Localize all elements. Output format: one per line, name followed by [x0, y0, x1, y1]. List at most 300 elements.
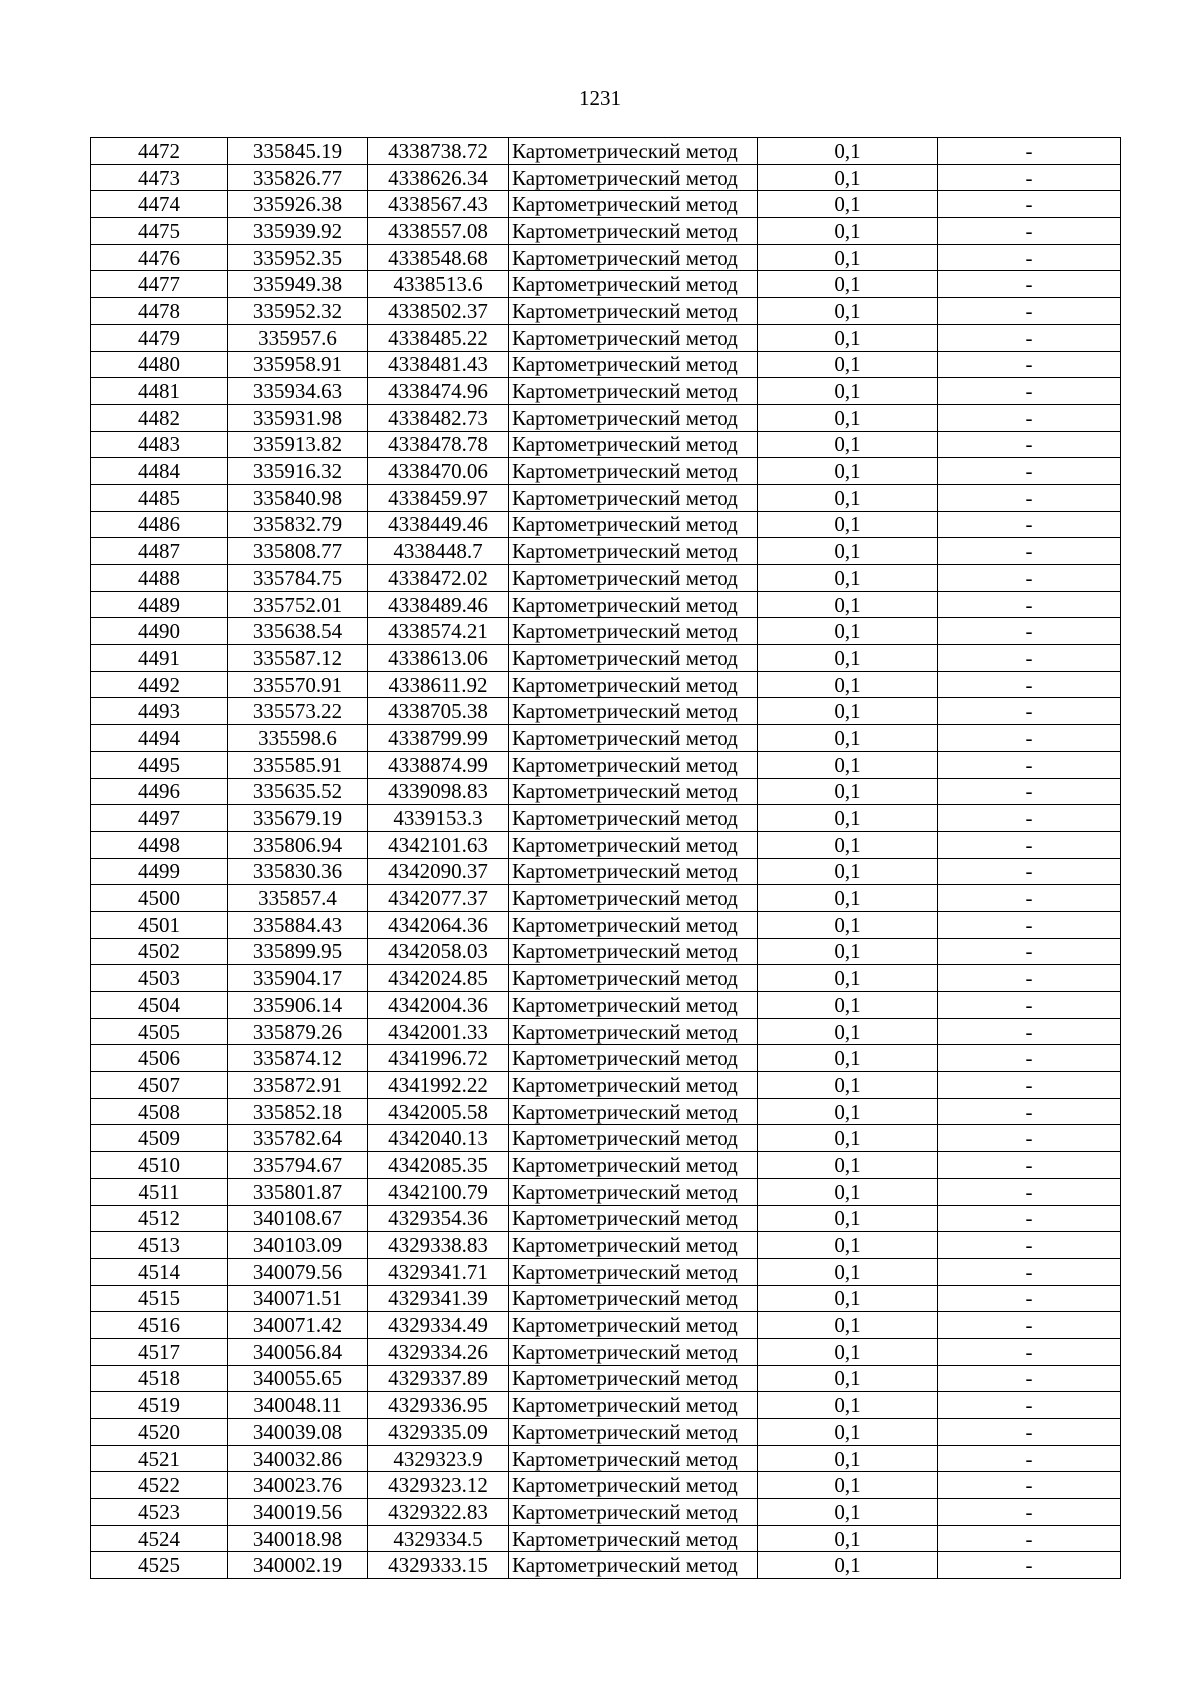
x-coordinate-cell: 340018.98 — [228, 1525, 368, 1552]
point-number-cell: 4505 — [91, 1018, 228, 1045]
accuracy-cell: 0,1 — [758, 671, 938, 698]
x-coordinate-cell: 340055.65 — [228, 1365, 368, 1392]
note-cell: - — [938, 191, 1121, 218]
method-cell: Картометрический метод — [509, 404, 758, 431]
y-coordinate-cell: 4341996.72 — [368, 1045, 509, 1072]
x-coordinate-cell: 335926.38 — [228, 191, 368, 218]
table-row — [91, 1419, 1121, 1446]
x-coordinate-cell: 335934.63 — [228, 378, 368, 405]
accuracy-cell: 0,1 — [758, 1258, 938, 1285]
x-coordinate-cell: 335840.98 — [228, 484, 368, 511]
method-cell: Картометрический метод — [509, 324, 758, 351]
page-number: 1231 — [579, 86, 621, 110]
x-coordinate-cell: 335573.22 — [228, 698, 368, 725]
accuracy-cell: 0,1 — [758, 1445, 938, 1472]
y-coordinate-cell: 4338574.21 — [368, 618, 509, 645]
point-number-cell: 4480 — [91, 351, 228, 378]
table-row — [91, 1499, 1121, 1526]
table-row — [91, 244, 1121, 271]
note-cell: - — [938, 164, 1121, 191]
y-coordinate-cell: 4338799.99 — [368, 725, 509, 752]
y-coordinate-cell: 4329338.83 — [368, 1232, 509, 1259]
note-cell: - — [938, 751, 1121, 778]
point-number-cell: 4485 — [91, 484, 228, 511]
point-number-cell: 4477 — [91, 271, 228, 298]
note-cell: - — [938, 1178, 1121, 1205]
note-cell: - — [938, 858, 1121, 885]
point-number-cell: 4506 — [91, 1045, 228, 1072]
table-row — [91, 645, 1121, 672]
method-cell: Картометрический метод — [509, 591, 758, 618]
x-coordinate-cell: 340071.42 — [228, 1312, 368, 1339]
accuracy-cell: 0,1 — [758, 1152, 938, 1179]
note-cell: - — [938, 671, 1121, 698]
accuracy-cell: 0,1 — [758, 1018, 938, 1045]
accuracy-cell: 0,1 — [758, 1232, 938, 1259]
x-coordinate-cell: 335845.19 — [228, 138, 368, 165]
accuracy-cell: 0,1 — [758, 885, 938, 912]
x-coordinate-cell: 335806.94 — [228, 831, 368, 858]
note-cell: - — [938, 351, 1121, 378]
point-number-cell: 4507 — [91, 1072, 228, 1099]
x-coordinate-cell: 340032.86 — [228, 1445, 368, 1472]
point-number-cell: 4491 — [91, 645, 228, 672]
y-coordinate-cell: 4338611.92 — [368, 671, 509, 698]
point-number-cell: 4490 — [91, 618, 228, 645]
table-row — [91, 218, 1121, 245]
table-row — [91, 1472, 1121, 1499]
table-row — [91, 671, 1121, 698]
method-cell: Картометрический метод — [509, 751, 758, 778]
point-number-cell: 4510 — [91, 1152, 228, 1179]
x-coordinate-cell: 335957.6 — [228, 324, 368, 351]
point-number-cell: 4479 — [91, 324, 228, 351]
point-number-cell: 4513 — [91, 1232, 228, 1259]
method-cell: Картометрический метод — [509, 725, 758, 752]
note-cell: - — [938, 1205, 1121, 1232]
note-cell: - — [938, 965, 1121, 992]
point-number-cell: 4484 — [91, 458, 228, 485]
y-coordinate-cell: 4329335.09 — [368, 1419, 509, 1446]
y-coordinate-cell: 4338626.34 — [368, 164, 509, 191]
note-cell: - — [938, 1499, 1121, 1526]
method-cell: Картометрический метод — [509, 858, 758, 885]
x-coordinate-cell: 335899.95 — [228, 938, 368, 965]
note-cell: - — [938, 591, 1121, 618]
y-coordinate-cell: 4329334.5 — [368, 1525, 509, 1552]
note-cell: - — [938, 565, 1121, 592]
table-row — [91, 992, 1121, 1019]
x-coordinate-cell: 335852.18 — [228, 1098, 368, 1125]
y-coordinate-cell: 4329337.89 — [368, 1365, 509, 1392]
y-coordinate-cell: 4338472.02 — [368, 565, 509, 592]
point-number-cell: 4512 — [91, 1205, 228, 1232]
x-coordinate-cell: 335884.43 — [228, 911, 368, 938]
table-row — [91, 698, 1121, 725]
x-coordinate-cell: 335931.98 — [228, 404, 368, 431]
table-row — [91, 565, 1121, 592]
accuracy-cell: 0,1 — [758, 218, 938, 245]
x-coordinate-cell: 335958.91 — [228, 351, 368, 378]
method-cell: Картометрический метод — [509, 378, 758, 405]
point-number-cell: 4481 — [91, 378, 228, 405]
accuracy-cell: 0,1 — [758, 1125, 938, 1152]
note-cell: - — [938, 1445, 1121, 1472]
x-coordinate-cell: 340108.67 — [228, 1205, 368, 1232]
y-coordinate-cell: 4342024.85 — [368, 965, 509, 992]
table-row — [91, 1392, 1121, 1419]
point-number-cell: 4520 — [91, 1419, 228, 1446]
method-cell: Картометрический метод — [509, 1045, 758, 1072]
accuracy-cell: 0,1 — [758, 1525, 938, 1552]
note-cell: - — [938, 271, 1121, 298]
method-cell: Картометрический метод — [509, 511, 758, 538]
note-cell: - — [938, 431, 1121, 458]
x-coordinate-cell: 335939.92 — [228, 218, 368, 245]
point-number-cell: 4518 — [91, 1365, 228, 1392]
table-row — [91, 911, 1121, 938]
accuracy-cell: 0,1 — [758, 164, 938, 191]
table-row — [91, 1285, 1121, 1312]
method-cell: Картометрический метод — [509, 938, 758, 965]
note-cell: - — [938, 1258, 1121, 1285]
accuracy-cell: 0,1 — [758, 698, 938, 725]
note-cell: - — [938, 1232, 1121, 1259]
table-row — [91, 164, 1121, 191]
y-coordinate-cell: 4329334.49 — [368, 1312, 509, 1339]
accuracy-cell: 0,1 — [758, 1499, 938, 1526]
table-row — [91, 1152, 1121, 1179]
x-coordinate-cell: 335587.12 — [228, 645, 368, 672]
point-number-cell: 4516 — [91, 1312, 228, 1339]
accuracy-cell: 0,1 — [758, 298, 938, 325]
method-cell: Картометрический метод — [509, 805, 758, 832]
y-coordinate-cell: 4338548.68 — [368, 244, 509, 271]
accuracy-cell: 0,1 — [758, 1365, 938, 1392]
point-number-cell: 4514 — [91, 1258, 228, 1285]
point-number-cell: 4522 — [91, 1472, 228, 1499]
accuracy-cell: 0,1 — [758, 538, 938, 565]
accuracy-cell: 0,1 — [758, 778, 938, 805]
y-coordinate-cell: 4329334.26 — [368, 1338, 509, 1365]
note-cell: - — [938, 1472, 1121, 1499]
table-row — [91, 1205, 1121, 1232]
point-number-cell: 4494 — [91, 725, 228, 752]
note-cell: - — [938, 831, 1121, 858]
point-number-cell: 4511 — [91, 1178, 228, 1205]
table-row — [91, 404, 1121, 431]
method-cell: Картометрический метод — [509, 271, 758, 298]
point-number-cell: 4478 — [91, 298, 228, 325]
point-number-cell: 4488 — [91, 565, 228, 592]
note-cell: - — [938, 805, 1121, 832]
table-row — [91, 618, 1121, 645]
accuracy-cell: 0,1 — [758, 992, 938, 1019]
method-cell: Картометрический метод — [509, 538, 758, 565]
note-cell: - — [938, 378, 1121, 405]
table-row — [91, 1312, 1121, 1339]
y-coordinate-cell: 4342005.58 — [368, 1098, 509, 1125]
accuracy-cell: 0,1 — [758, 1098, 938, 1125]
method-cell: Картометрический метод — [509, 1365, 758, 1392]
note-cell: - — [938, 1312, 1121, 1339]
table-row — [91, 191, 1121, 218]
y-coordinate-cell: 4342101.63 — [368, 831, 509, 858]
y-coordinate-cell: 4342064.36 — [368, 911, 509, 938]
y-coordinate-cell: 4329336.95 — [368, 1392, 509, 1419]
note-cell: - — [938, 1152, 1121, 1179]
y-coordinate-cell: 4329323.9 — [368, 1445, 509, 1472]
y-coordinate-cell: 4338478.78 — [368, 431, 509, 458]
note-cell: - — [938, 1525, 1121, 1552]
x-coordinate-cell: 335782.64 — [228, 1125, 368, 1152]
point-number-cell: 4517 — [91, 1338, 228, 1365]
point-number-cell: 4489 — [91, 591, 228, 618]
x-coordinate-cell: 335784.75 — [228, 565, 368, 592]
point-number-cell: 4472 — [91, 138, 228, 165]
y-coordinate-cell: 4338449.46 — [368, 511, 509, 538]
y-coordinate-cell: 4329354.36 — [368, 1205, 509, 1232]
point-number-cell: 4521 — [91, 1445, 228, 1472]
table-row — [91, 298, 1121, 325]
point-number-cell: 4474 — [91, 191, 228, 218]
note-cell: - — [938, 911, 1121, 938]
method-cell: Картометрический метод — [509, 431, 758, 458]
table-row — [91, 805, 1121, 832]
accuracy-cell: 0,1 — [758, 431, 938, 458]
table-row — [91, 885, 1121, 912]
point-number-cell: 4473 — [91, 164, 228, 191]
table-row — [91, 1178, 1121, 1205]
accuracy-cell: 0,1 — [758, 1338, 938, 1365]
table-row — [91, 1232, 1121, 1259]
table-row — [91, 1525, 1121, 1552]
y-coordinate-cell: 4338705.38 — [368, 698, 509, 725]
x-coordinate-cell: 335857.4 — [228, 885, 368, 912]
method-cell: Картометрический метод — [509, 1018, 758, 1045]
table-row — [91, 1125, 1121, 1152]
method-cell: Картометрический метод — [509, 645, 758, 672]
accuracy-cell: 0,1 — [758, 458, 938, 485]
point-number-cell: 4482 — [91, 404, 228, 431]
method-cell: Картометрический метод — [509, 1178, 758, 1205]
method-cell: Картометрический метод — [509, 885, 758, 912]
point-number-cell: 4500 — [91, 885, 228, 912]
y-coordinate-cell: 4342004.36 — [368, 992, 509, 1019]
y-coordinate-cell: 4338567.43 — [368, 191, 509, 218]
note-cell: - — [938, 511, 1121, 538]
point-number-cell: 4498 — [91, 831, 228, 858]
point-number-cell: 4515 — [91, 1285, 228, 1312]
note-cell: - — [938, 484, 1121, 511]
note-cell: - — [938, 538, 1121, 565]
accuracy-cell: 0,1 — [758, 618, 938, 645]
table-row — [91, 1045, 1121, 1072]
y-coordinate-cell: 4338482.73 — [368, 404, 509, 431]
y-coordinate-cell: 4338448.7 — [368, 538, 509, 565]
method-cell: Картометрический метод — [509, 1525, 758, 1552]
x-coordinate-cell: 335952.32 — [228, 298, 368, 325]
y-coordinate-cell: 4339153.3 — [368, 805, 509, 832]
note-cell: - — [938, 618, 1121, 645]
accuracy-cell: 0,1 — [758, 1312, 938, 1339]
accuracy-cell: 0,1 — [758, 351, 938, 378]
table-row — [91, 351, 1121, 378]
method-cell: Картометрический метод — [509, 1472, 758, 1499]
accuracy-cell: 0,1 — [758, 324, 938, 351]
accuracy-cell: 0,1 — [758, 1045, 938, 1072]
method-cell: Картометрический метод — [509, 565, 758, 592]
accuracy-cell: 0,1 — [758, 805, 938, 832]
accuracy-cell: 0,1 — [758, 725, 938, 752]
note-cell: - — [938, 1125, 1121, 1152]
method-cell: Картометрический метод — [509, 298, 758, 325]
accuracy-cell: 0,1 — [758, 591, 938, 618]
method-cell: Картометрический метод — [509, 1152, 758, 1179]
x-coordinate-cell: 335638.54 — [228, 618, 368, 645]
note-cell: - — [938, 218, 1121, 245]
note-cell: - — [938, 645, 1121, 672]
x-coordinate-cell: 335570.91 — [228, 671, 368, 698]
x-coordinate-cell: 335585.91 — [228, 751, 368, 778]
note-cell: - — [938, 885, 1121, 912]
method-cell: Картометрический метод — [509, 1445, 758, 1472]
point-number-cell: 4496 — [91, 778, 228, 805]
y-coordinate-cell: 4338738.72 — [368, 138, 509, 165]
x-coordinate-cell: 335874.12 — [228, 1045, 368, 1072]
x-coordinate-cell: 335832.79 — [228, 511, 368, 538]
table-row — [91, 778, 1121, 805]
method-cell: Картометрический метод — [509, 1419, 758, 1446]
coordinates-table-body — [91, 138, 1121, 1579]
y-coordinate-cell: 4342085.35 — [368, 1152, 509, 1179]
x-coordinate-cell: 340048.11 — [228, 1392, 368, 1419]
method-cell: Картометрический метод — [509, 1499, 758, 1526]
note-cell: - — [938, 298, 1121, 325]
x-coordinate-cell: 340039.08 — [228, 1419, 368, 1446]
x-coordinate-cell: 335794.67 — [228, 1152, 368, 1179]
table-row — [91, 858, 1121, 885]
point-number-cell: 4509 — [91, 1125, 228, 1152]
y-coordinate-cell: 4338613.06 — [368, 645, 509, 672]
accuracy-cell: 0,1 — [758, 404, 938, 431]
x-coordinate-cell: 340056.84 — [228, 1338, 368, 1365]
note-cell: - — [938, 1552, 1121, 1579]
y-coordinate-cell: 4338513.6 — [368, 271, 509, 298]
point-number-cell: 4504 — [91, 992, 228, 1019]
y-coordinate-cell: 4342090.37 — [368, 858, 509, 885]
point-number-cell: 4475 — [91, 218, 228, 245]
table-row — [91, 725, 1121, 752]
method-cell: Картометрический метод — [509, 1125, 758, 1152]
accuracy-cell: 0,1 — [758, 1072, 938, 1099]
point-number-cell: 4476 — [91, 244, 228, 271]
method-cell: Картометрический метод — [509, 1232, 758, 1259]
note-cell: - — [938, 698, 1121, 725]
method-cell: Картометрический метод — [509, 618, 758, 645]
table-row — [91, 511, 1121, 538]
method-cell: Картометрический метод — [509, 992, 758, 1019]
method-cell: Картометрический метод — [509, 1098, 758, 1125]
method-cell: Картометрический метод — [509, 698, 758, 725]
x-coordinate-cell: 340079.56 — [228, 1258, 368, 1285]
accuracy-cell: 0,1 — [758, 1552, 938, 1579]
note-cell: - — [938, 244, 1121, 271]
point-number-cell: 4519 — [91, 1392, 228, 1419]
y-coordinate-cell: 4338459.97 — [368, 484, 509, 511]
x-coordinate-cell: 335872.91 — [228, 1072, 368, 1099]
accuracy-cell: 0,1 — [758, 1419, 938, 1446]
note-cell: - — [938, 404, 1121, 431]
y-coordinate-cell: 4342058.03 — [368, 938, 509, 965]
point-number-cell: 4483 — [91, 431, 228, 458]
x-coordinate-cell: 335808.77 — [228, 538, 368, 565]
point-number-cell: 4503 — [91, 965, 228, 992]
table-row — [91, 538, 1121, 565]
y-coordinate-cell: 4338489.46 — [368, 591, 509, 618]
table-row — [91, 1552, 1121, 1579]
method-cell: Картометрический метод — [509, 164, 758, 191]
method-cell: Картометрический метод — [509, 1338, 758, 1365]
note-cell: - — [938, 778, 1121, 805]
point-number-cell: 4523 — [91, 1499, 228, 1526]
accuracy-cell: 0,1 — [758, 244, 938, 271]
x-coordinate-cell: 335879.26 — [228, 1018, 368, 1045]
table-row — [91, 1018, 1121, 1045]
note-cell: - — [938, 1338, 1121, 1365]
x-coordinate-cell: 340019.56 — [228, 1499, 368, 1526]
y-coordinate-cell: 4338481.43 — [368, 351, 509, 378]
table-row — [91, 1072, 1121, 1099]
y-coordinate-cell: 4341992.22 — [368, 1072, 509, 1099]
point-number-cell: 4499 — [91, 858, 228, 885]
accuracy-cell: 0,1 — [758, 938, 938, 965]
x-coordinate-cell: 335830.36 — [228, 858, 368, 885]
accuracy-cell: 0,1 — [758, 911, 938, 938]
x-coordinate-cell: 335913.82 — [228, 431, 368, 458]
x-coordinate-cell: 335904.17 — [228, 965, 368, 992]
method-cell: Картометрический метод — [509, 244, 758, 271]
table-row — [91, 378, 1121, 405]
method-cell: Картометрический метод — [509, 965, 758, 992]
note-cell: - — [938, 1072, 1121, 1099]
y-coordinate-cell: 4329333.15 — [368, 1552, 509, 1579]
table-row — [91, 271, 1121, 298]
note-cell: - — [938, 725, 1121, 752]
table-row — [91, 965, 1121, 992]
accuracy-cell: 0,1 — [758, 191, 938, 218]
method-cell: Картометрический метод — [509, 1072, 758, 1099]
point-number-cell: 4495 — [91, 751, 228, 778]
y-coordinate-cell: 4338485.22 — [368, 324, 509, 351]
x-coordinate-cell: 335952.35 — [228, 244, 368, 271]
y-coordinate-cell: 4338557.08 — [368, 218, 509, 245]
table-row — [91, 1338, 1121, 1365]
y-coordinate-cell: 4342001.33 — [368, 1018, 509, 1045]
accuracy-cell: 0,1 — [758, 271, 938, 298]
y-coordinate-cell: 4342040.13 — [368, 1125, 509, 1152]
point-number-cell: 4493 — [91, 698, 228, 725]
accuracy-cell: 0,1 — [758, 138, 938, 165]
y-coordinate-cell: 4338874.99 — [368, 751, 509, 778]
table-row — [91, 938, 1121, 965]
point-number-cell: 4486 — [91, 511, 228, 538]
point-number-cell: 4525 — [91, 1552, 228, 1579]
accuracy-cell: 0,1 — [758, 645, 938, 672]
method-cell: Картометрический метод — [509, 484, 758, 511]
method-cell: Картометрический метод — [509, 191, 758, 218]
accuracy-cell: 0,1 — [758, 831, 938, 858]
